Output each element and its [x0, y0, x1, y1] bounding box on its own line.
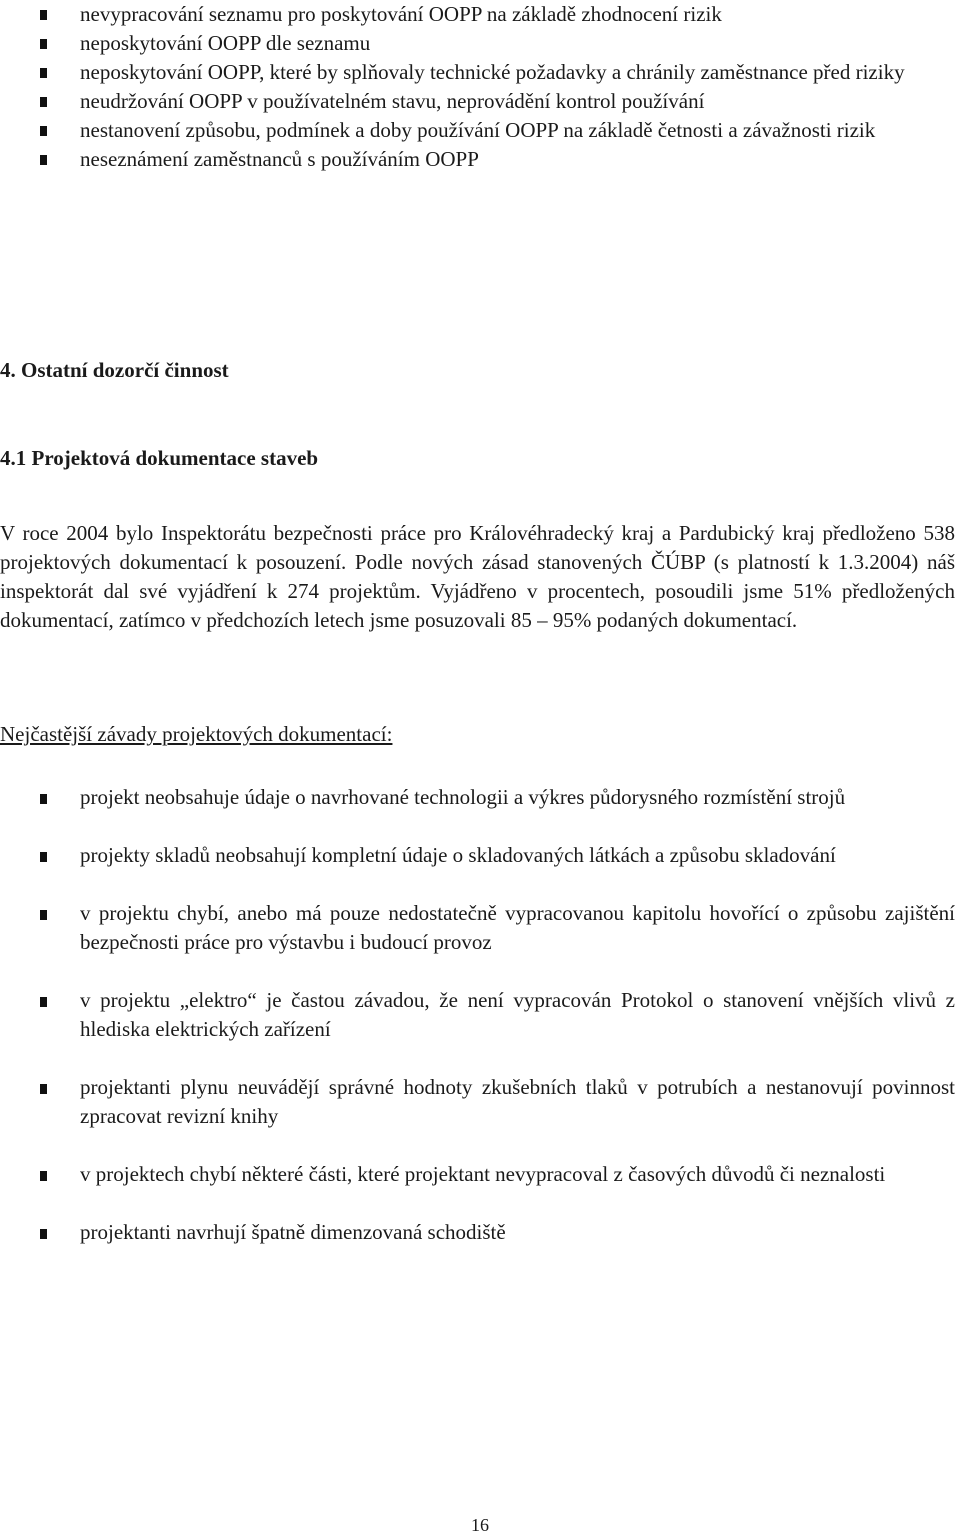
list-item-text: v projektech chybí některé části, které projektant nevypracoval z časových důvodů či neznalosti — [80, 1162, 886, 1186]
list-item — [0, 116, 960, 145]
section-heading: 4. Ostatní dozorčí činnost — [0, 358, 229, 382]
list-item-text: v projektu chybí, anebo má pouze nedostatečně vypracovanou kapitolu hovořící o způsobu zajištění bezpečnosti práce pro výstavbu i budoucí provoz — [80, 901, 955, 954]
list-item-text: neposkytování OOPP, které by splňovaly technické požadavky a chránily zaměstnance před riziky — [80, 60, 905, 84]
square-bullet-icon — [40, 997, 47, 1007]
page-number: 16 — [471, 1515, 489, 1535]
list-item-text: nevypracování seznamu pro poskytování OOPP na základě zhodnocení rizik — [80, 2, 722, 26]
list-item-text: projektanti navrhují špatně dimenzovaná schodiště — [80, 1220, 506, 1244]
list-item — [0, 986, 955, 1044]
square-bullet-icon — [40, 910, 47, 920]
list-item-text: nestanovení způsobu, podmínek a doby používání OOPP na základě četnosti a závažnosti rizik — [80, 118, 876, 142]
list-item — [0, 899, 955, 957]
square-bullet-icon — [40, 1171, 47, 1181]
list-item — [0, 783, 955, 812]
list-item-text: projekt neobsahuje údaje o navrhované technologii a výkres půdorysného rozmístění strojů — [80, 785, 846, 809]
list-item-text: neposkytování OOPP dle seznamu — [80, 31, 371, 55]
list-item — [0, 87, 960, 116]
list-item — [0, 145, 960, 174]
square-bullet-icon — [40, 852, 47, 862]
square-bullet-icon — [40, 97, 47, 107]
list-item — [0, 58, 960, 87]
square-bullet-icon — [40, 10, 47, 20]
ppe-shortcomings-list — [0, 0, 960, 174]
square-bullet-icon — [40, 1229, 47, 1239]
list-item — [0, 841, 955, 870]
list-item-text: projekty skladů neobsahují kompletní údaje o skladovaných látkách a způsobu skladování — [80, 843, 836, 867]
list-item — [0, 29, 960, 58]
square-bullet-icon — [40, 1084, 47, 1094]
list-item — [0, 0, 960, 29]
list-item-text: neseznámení zaměstnanců s používáním OOPP — [80, 147, 479, 171]
square-bullet-icon — [40, 794, 47, 804]
list-item — [0, 1160, 955, 1189]
list-item — [0, 1218, 955, 1247]
body-paragraph: V roce 2004 bylo Inspektorátu bezpečnosti práce pro Královéhradecký kraj a Pardubický kraj předloženo 538 projektových dokumentací k posouzení. Podle nových zásad stanovených ČÚBP (s platností k 1.3.2004) náš inspektorát dal své vyjádření k 274 projektům. Vyjádřeno v procentech, posoudili jsme 51% předložených dokumentací, zatímco v předchozích letech jsme posuzovali 85 – 95% podaných dokumentací. — [0, 521, 955, 632]
list-item — [0, 1073, 955, 1131]
list-item-text: projektanti plynu neuvádějí správné hodnoty zkušebních tlaků v potrubích a nestanovují povinnost zpracovat revizní knihy — [80, 1075, 955, 1128]
square-bullet-icon — [40, 126, 47, 136]
list-item-text: v projektu „elektro“ je častou závadou, že není vypracován Protokol o stanovení vnějších vlivů z hlediska elektrických zařízení — [80, 988, 955, 1041]
defects-title: Nejčastější závady projektových dokumentací: — [0, 722, 393, 746]
defects-list — [0, 783, 955, 1276]
square-bullet-icon — [40, 39, 47, 49]
square-bullet-icon — [40, 155, 47, 165]
subsection-heading: 4.1 Projektová dokumentace staveb — [0, 446, 319, 470]
list-item-text: neudržování OOPP v používatelném stavu, neprovádění kontrol používání — [80, 89, 705, 113]
square-bullet-icon — [40, 68, 47, 78]
